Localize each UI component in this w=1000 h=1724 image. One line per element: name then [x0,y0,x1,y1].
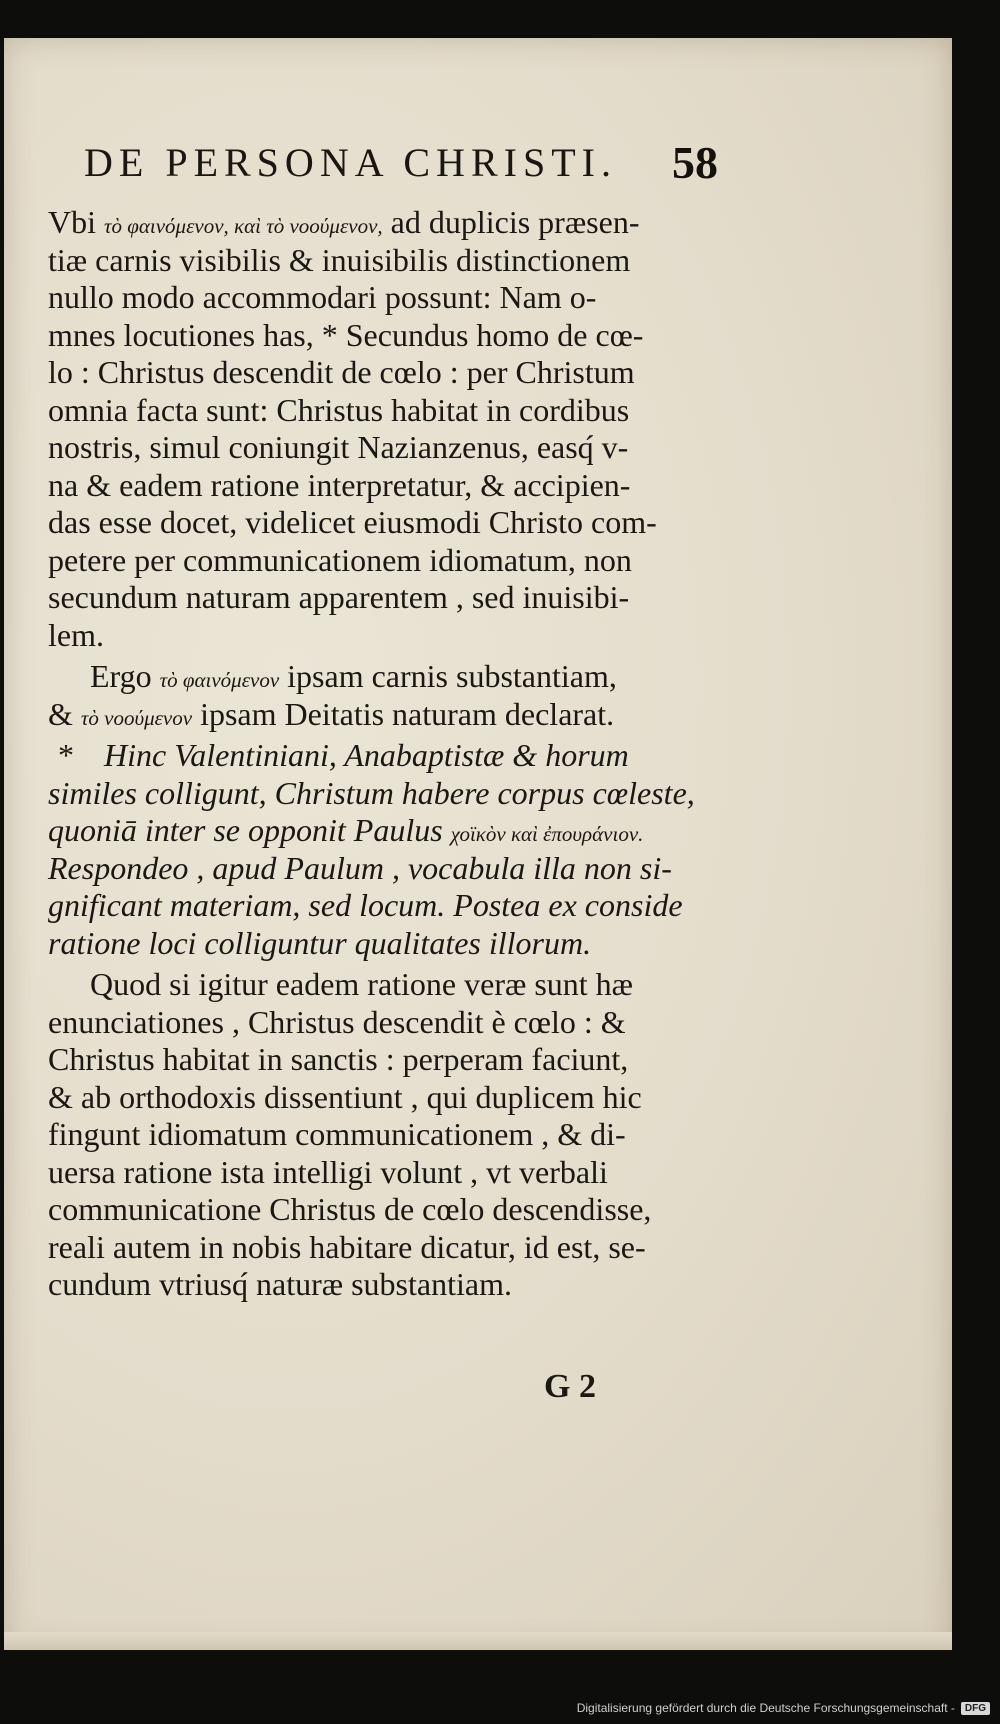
note-line: ratione loci colliguntur qualitates illorum. [48,924,592,961]
text-line: das esse docet, videlicet eiusmodi Christo com- [48,504,657,540]
greek-phrase: τὸ φαινόμενον [159,668,280,692]
text-line: secundum naturam apparentem , sed inuisibi- [48,579,630,615]
note-line: Respondeo , apud Paulum , vocabula illa non si- [48,849,672,886]
text-line: lo : Christus descendit de cœlo : per Christum [48,354,635,390]
text-line: fingunt idiomatum communicationem , & di- [48,1116,626,1152]
text-line: tiæ carnis visibilis & inuisibilis distinctionem [48,241,631,278]
text-line: omnia facta sunt: Christus habitat in cordibus [48,391,630,428]
text-line: cundum vtriusq́ naturæ substantiam. [48,1266,512,1302]
page-number: 58 [672,137,718,188]
text-line: Ergo τὸ φαινόμενον ipsam carnis substantiam, [90,658,617,694]
note-line: gnificant materiam, sed locum. Postea ex conside [48,887,683,923]
greek-phrase: τὸ φαινόμενον, καὶ τὸ νοούμενον, [104,214,383,238]
text-line: communicatione Christus de cœlo descendisse, [48,1191,652,1227]
text-line: Christus habitat in sanctis : perperam faciunt, [48,1041,629,1077]
text-line: mnes locutiones has, * Secundus homo de cœ- [48,316,644,353]
text-line: & ab orthodoxis dissentiunt , qui duplicem hic [48,1078,642,1115]
text-line: Quod si igitur eadem ratione veræ sunt hæ [90,966,634,1002]
running-head: DE PERSONA CHRISTI. [84,140,617,185]
footer-text: Digitalisierung gefördert durch die Deutsche Forschungsgemeinschaft - [576,1701,955,1715]
text-line: uersa ratione ista intelligi volunt , vt verbali [48,1153,608,1190]
digitization-footer [577,1698,990,1718]
body-text [48,204,738,1304]
text-line: Vbi τὸ φαινόμενον, καὶ τὸ νοούμενον, ad duplicis præsen- [48,204,640,240]
book-page [4,38,952,1650]
text-line: enunciationes , Christus descendit è cœlo : & [48,1003,626,1040]
text-line: petere per communicationem idiomatum, non [48,541,632,578]
asterisk-mark: * [58,737,74,773]
note-line: similes colligunt, Christum habere corpus cœleste, [48,774,695,811]
greek-phrase: χοϊκὸν καὶ ἐπουράνιον. [450,822,644,846]
note-line: * Hinc Valentiniani, Anabaptistæ & horum [58,737,629,773]
text-line: nostris, simul coniungit Nazianzenus, easq́ v- [48,429,629,465]
note-line: quoniā inter se opponit Paulus χοϊκὸν καὶ ἐπουράνιον. [48,812,644,848]
text-line: reali autem in nobis habitare dicatur, id est, se- [48,1228,646,1265]
text-line: & τὸ νοούμενον ipsam Deitatis naturam declarat. [48,695,615,732]
text-line: na & eadem ratione interpretatur, & accipien- [48,466,631,503]
signature-mark: G 2 [544,1368,596,1405]
text-line: nullo modo accommodari possunt: Nam o- [48,279,597,315]
text-line: lem. [48,616,104,653]
dfg-logo-icon: DFG [961,1702,990,1715]
greek-phrase: τὸ νοούμενον [80,705,193,730]
